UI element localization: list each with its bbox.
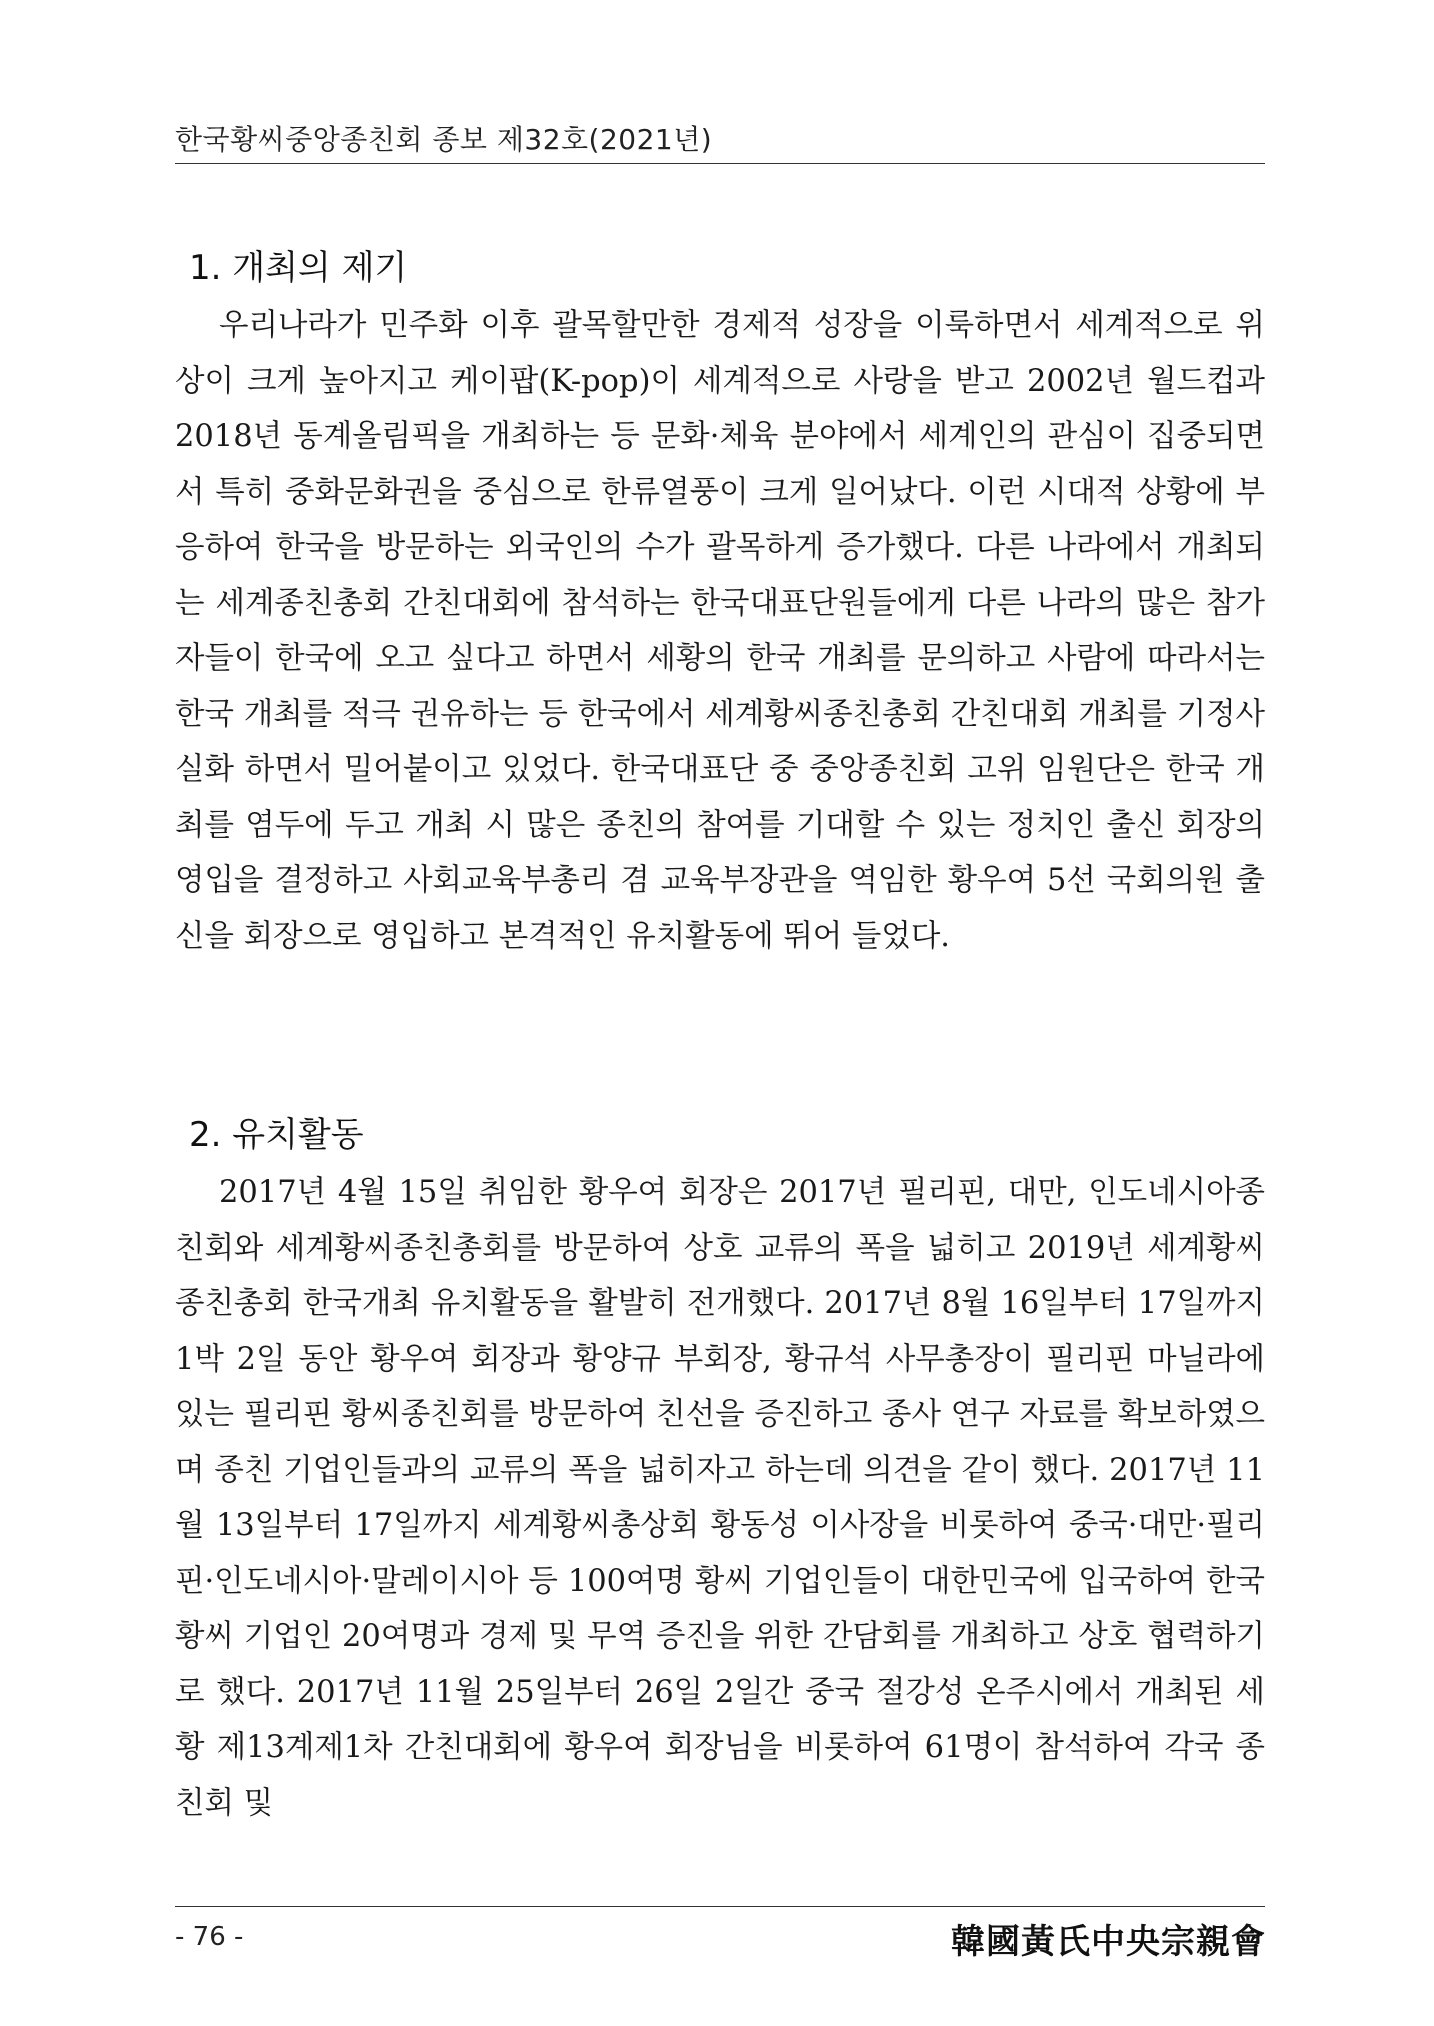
organization-logo: 韓國黃氏中央宗親會 — [951, 1922, 1266, 1962]
footer-rule — [175, 1906, 1265, 1907]
section-bid-activities — [175, 1105, 1265, 1831]
section-opening-reason — [175, 238, 1265, 964]
section-paragraph: 2017년 4월 15일 취임한 황우여 회장은 2017년 필리핀, 대만, 인도네시아종친회와 세계황씨종친총회를 방문하여 상호 교류의 폭을 넓히고 2019년 세계황씨종친총회 한국개최 유치활동을 활발히 전개했다. 2017년 8월 16일부터 17일까지 1박 2일 동안 황우여 회장과 황양규 부회장, 황규석 사무총장이 필리핀 마닐라에 있는 필리핀 황씨종친회를 방문하여 친선을 증진하고 종사 연구 자료를 확보하였으며 종친 기업인들과의 교류의 폭을 넓히자고 하는데 의견을 같이 했다. 2017년 11월 13일부터 17일까지 세계황씨총상회 황동성 이사장을 비롯하여 중국·대만·필리핀·인도네시아·말레이시아 등 100여명 황씨 기업인들이 대한민국에 입국하여 한국황씨 기업인 20여명과 경제 및 무역 증진을 위한 간담회를 개최하고 상호 협력하기로 했다. 2017년 11월 25일부터 26일 2일간 중국 절강성 온주시에서 개최된 세황 제13계제1차 간친대회에 황우여 회장님을 비롯하여 61명이 참석하여 각국 종친회 및 — [175, 1175, 1265, 1821]
running-header: 한국황씨중앙종친회 종보 제32호(2021년) — [175, 123, 713, 156]
section-heading: 1. 개최의 제기 — [189, 248, 408, 288]
section-paragraph: 우리나라가 민주화 이후 괄목할만한 경제적 성장을 이룩하면서 세계적으로 위상이 크게 높아지고 케이팝(K-pop)이 세계적으로 사랑을 받고 2002년 월드컵과 2018년 동계올림픽을 개최하는 등 문화·체육 분야에서 세계인의 관심이 집중되면서 특히 중화문화권을 중심으로 한류열풍이 크게 일어났다. 이런 시대적 상황에 부응하여 한국을 방문하는 외국인의 수가 괄목하게 증가했다. 다른 나라에서 개최되는 세계종친총회 간친대회에 참석하는 한국대표단원들에게 다른 나라의 많은 참가자들이 한국에 오고 싶다고 하면서 세황의 한국 개최를 문의하고 사람에 따라서는 한국 개최를 적극 권유하는 등 한국에서 세계황씨종친총회 간친대회 개최를 기정사실화 하면서 밀어붙이고 있었다. 한국대표단 중 중앙종친회 고위 임원단은 한국 개최를 염두에 두고 개최 시 많은 종친의 참여를 기대할 수 있는 정치인 출신 회장의 영입을 결정하고 사회교육부총리 겸 교육부장관을 역임한 황우여 5선 국회의원 출신을 회장으로 영입하고 본격적인 유치활동에 뛰어 들었다. — [175, 308, 1265, 954]
header-rule — [175, 163, 1265, 164]
section-heading: 2. 유치활동 — [189, 1115, 364, 1155]
page-number: - 76 - — [175, 1922, 244, 1952]
